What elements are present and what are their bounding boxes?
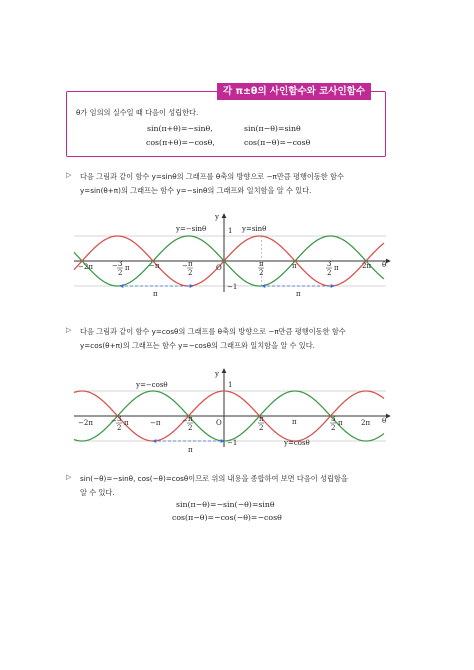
tick-neg-pi-2 — [182, 260, 193, 277]
pi-label: π — [292, 262, 297, 270]
shift-label-left: π — [153, 290, 158, 298]
theta-axis-label: θ — [382, 417, 387, 425]
two-pi-label: 2π — [362, 262, 372, 270]
svg-text:2: 2 — [118, 269, 123, 277]
minus-one-label: −1 — [227, 439, 238, 447]
svg-text:π: π — [259, 260, 264, 268]
svg-text:2: 2 — [331, 424, 336, 432]
bullet-arrow-icon: ▷ — [66, 473, 72, 481]
svg-text:π: π — [124, 419, 129, 427]
intro-text: θ가 임의의 실수일 때 다음이 성립한다. — [76, 108, 199, 117]
svg-text:3: 3 — [327, 260, 332, 268]
shift-label: π — [188, 446, 193, 454]
section3-line2: 알 수 있다. — [80, 488, 115, 497]
svg-text:π: π — [334, 264, 339, 272]
minus-pi-label: −π — [150, 419, 161, 427]
minus-pi-label: −π — [149, 262, 160, 270]
cos-graph — [74, 369, 390, 454]
tick-neg-pi-2 — [182, 415, 193, 432]
one-label: 1 — [228, 227, 233, 235]
theta-axis-label: θ — [382, 261, 387, 269]
svg-text:2: 2 — [188, 269, 193, 277]
svg-text:3: 3 — [331, 415, 336, 423]
svg-text:3: 3 — [117, 415, 122, 423]
cos-label: y=cosθ — [284, 439, 310, 447]
svg-text:−: − — [182, 417, 188, 425]
minus-one-label: −1 — [227, 283, 238, 291]
svg-text:π: π — [338, 419, 343, 427]
section-title: 각 π±θ의 사인함수와 코사인함수 — [217, 83, 371, 100]
section1-line2: y=sin(θ+π)의 그래프는 함수 y=−sinθ의 그래프와 일치함을 알 수 있다. — [80, 186, 312, 195]
bullet-arrow-icon: ▷ — [66, 171, 72, 179]
tick-3pi-2 — [326, 260, 339, 277]
y-axis-label: y — [215, 370, 219, 378]
minus-two-pi-label: −2π — [78, 419, 93, 427]
formula-sin-summary: sin(π−θ)=−sin(−θ)=sinθ — [176, 500, 275, 509]
section2-line1: 다음 그림과 같이 함수 y=cosθ의 그래프를 θ축의 방향으로 −π만큼 평행이동한 함수 — [80, 327, 346, 336]
one-label: 1 — [228, 381, 233, 389]
origin-label: O — [216, 264, 222, 272]
svg-text:3: 3 — [118, 260, 123, 268]
formula-cos-plus: cos(π+θ)=−cosθ, — [146, 138, 215, 147]
shift-label-right: π — [296, 290, 301, 298]
sin-label: y=sinθ — [242, 225, 267, 233]
tick-pi-2 — [258, 260, 264, 277]
minus-two-pi-label: −2π — [78, 263, 93, 271]
tick-neg-3pi-2 — [112, 260, 130, 277]
svg-text:2: 2 — [259, 269, 264, 277]
formula-cos-summary: cos(π−θ)=−cos(−θ)=−cosθ — [172, 513, 282, 522]
section3-line1: sin(−θ)=−sinθ, cos(−θ)=cosθ이므로 위의 내용을 종합하여 보면 다음이 성립함을 — [80, 474, 348, 483]
svg-text:π: π — [188, 260, 193, 268]
section1-line1: 다음 그림과 같이 함수 y=sinθ의 그래프를 θ축의 방향으로 −π만큼 평행이동한 함수 — [80, 172, 344, 181]
svg-text:2: 2 — [259, 424, 264, 432]
svg-text:2: 2 — [327, 269, 332, 277]
svg-text:−: − — [182, 262, 188, 270]
svg-text:π: π — [259, 415, 264, 423]
formula-sin-plus: sin(π+θ)=−sinθ, — [147, 124, 213, 133]
tick-pi-2 — [258, 415, 264, 432]
svg-text:−: − — [112, 262, 118, 270]
neg-sin-label: y=−sinθ — [176, 225, 207, 233]
svg-text:π: π — [125, 264, 130, 272]
svg-text:−: − — [111, 417, 117, 425]
neg-cos-label: y=−cosθ — [136, 381, 168, 389]
two-pi-label: 2π — [361, 419, 371, 427]
svg-text:2: 2 — [188, 424, 193, 432]
pi-label: π — [292, 418, 297, 426]
section2-line2: y=cos(θ+π)의 그래프는 함수 y=−cosθ의 그래프와 일치함을 알 수 있다. — [80, 341, 315, 350]
sin-graph — [74, 213, 390, 298]
formula-sin-minus: sin(π−θ)=sinθ — [244, 124, 301, 133]
svg-text:2: 2 — [117, 424, 122, 432]
tick-neg-3pi-2 — [111, 415, 129, 432]
y-axis-label: y — [215, 213, 219, 221]
svg-text:π: π — [188, 415, 193, 423]
bullet-arrow-icon: ▷ — [66, 326, 72, 334]
origin-label: O — [216, 419, 222, 427]
formula-cos-minus: cos(π−θ)=−cosθ — [244, 138, 311, 147]
